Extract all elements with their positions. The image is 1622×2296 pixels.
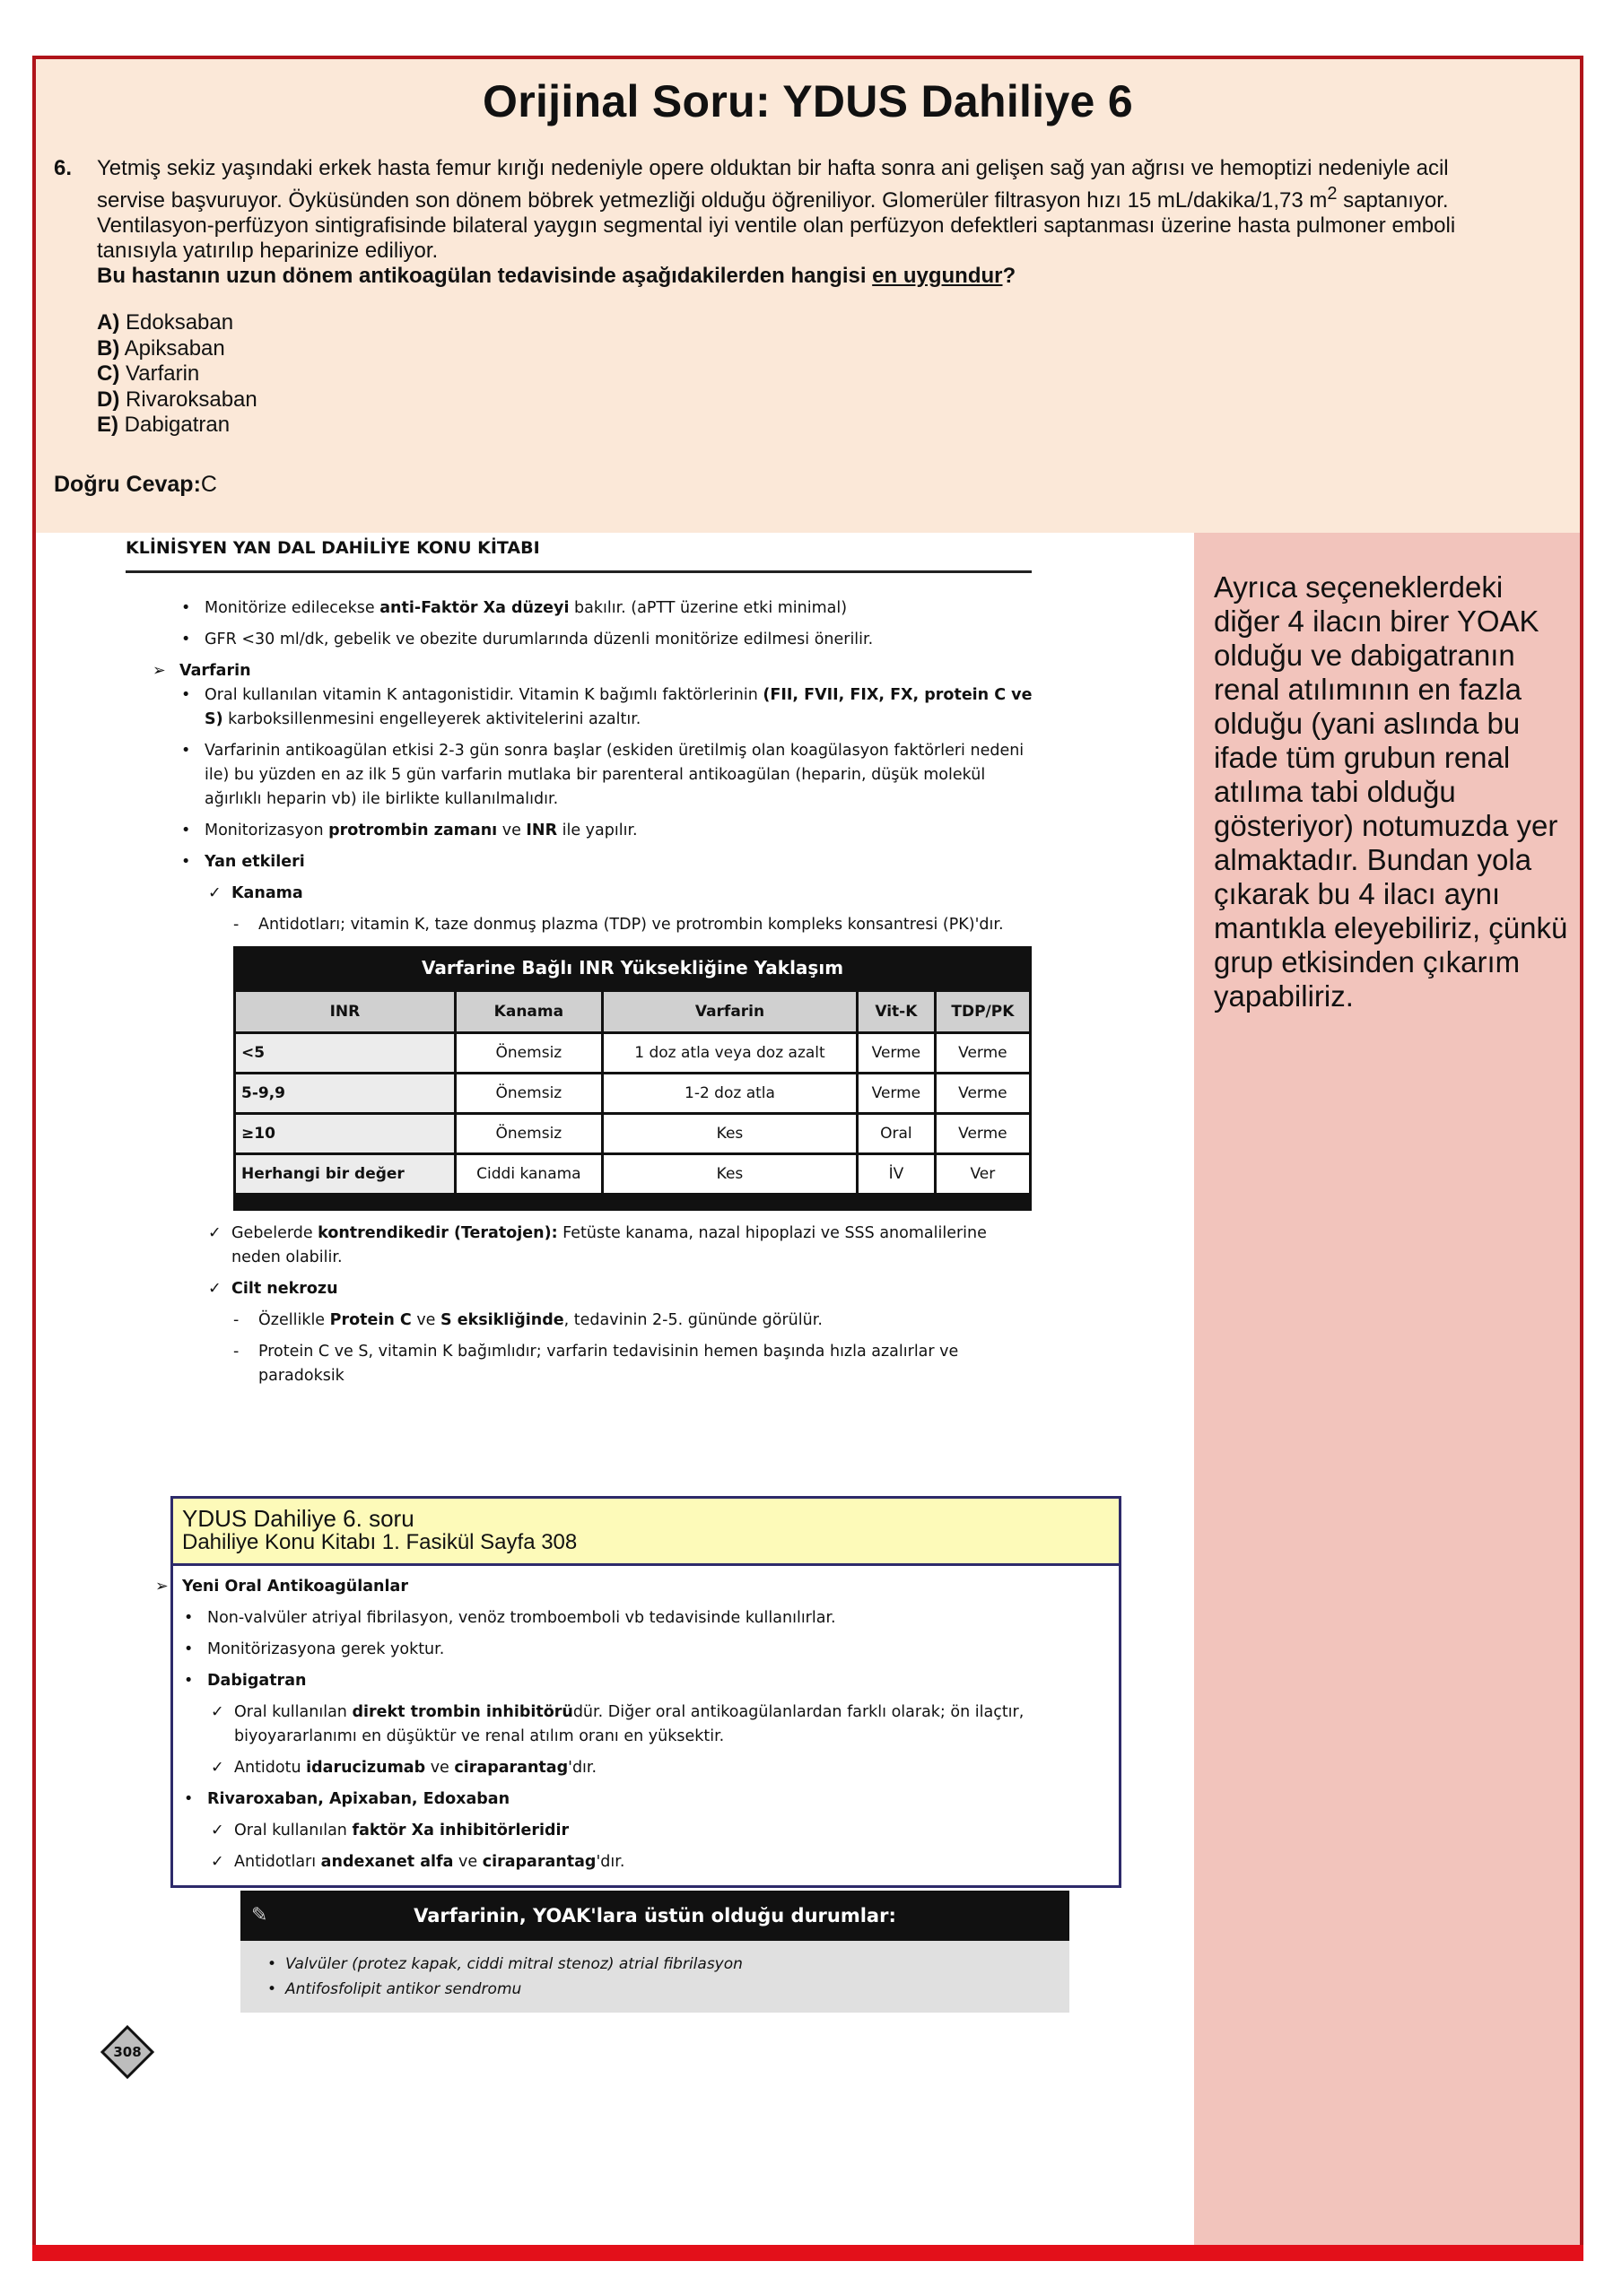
bold-text: Rivaroxaban, Apixaban, Edoxaban — [207, 1790, 510, 1808]
option-a[interactable] — [97, 310, 257, 336]
bold-text: anti-Faktör Xa düzeyi — [379, 599, 570, 617]
list-item — [128, 1669, 1074, 1693]
bold-text: Kanama — [231, 884, 303, 902]
option-d[interactable] — [97, 387, 257, 413]
section-heading-varfarin: ➢ Varfarin — [126, 659, 1041, 683]
option-b[interactable] — [97, 336, 257, 362]
bold-text: faktör Xa inhibitörleridir — [352, 1822, 570, 1839]
reference-title: YDUS Dahiliye 6. soru — [182, 1505, 414, 1532]
table-caption: Varfarine Bağlı INR Yüksekliğine Yaklaşım — [233, 946, 1032, 989]
text: ve — [411, 1311, 440, 1329]
warning-box — [240, 1891, 1069, 2013]
text: dür. Diğer oral antikoagülanlardan farklı olarak; ön ilaçtır, biyoyararlanımı en düşüktür ve renal atılım oranı en yüksektir. — [234, 1703, 1025, 1745]
option-letter: E) — [97, 413, 118, 437]
book-header: KLİNİSYEN YAN DAL DAHİLİYE KONU KİTABI — [126, 538, 1032, 573]
table-cell: Önemsiz — [455, 1033, 602, 1074]
text: 'dır. — [568, 1759, 597, 1777]
list-item — [126, 850, 1041, 874]
table-cell: Verme — [935, 1114, 1030, 1154]
bold-text: S eksikliğinde — [440, 1311, 564, 1329]
check-item — [126, 1277, 1041, 1301]
option-text: Dabigatran — [118, 413, 231, 437]
text: ve — [453, 1853, 483, 1871]
warning-title: Varfarinin, YOAK'lara üstün olduğu durumlar: — [414, 1905, 896, 1926]
bold-text: INR — [526, 822, 558, 839]
text: Özellikle — [258, 1311, 330, 1329]
table-header: Kanama — [455, 991, 602, 1033]
option-text: Apiksaban — [119, 335, 225, 361]
option-letter: A) — [97, 310, 120, 335]
text: ve — [497, 822, 527, 839]
table-cell: Ciddi kanama — [455, 1154, 602, 1195]
table-row — [235, 1154, 1031, 1195]
table-header: INR — [235, 991, 456, 1033]
question-text-part2: saptanıyor. Ventilasyon-perfüzyon sintigrafisinde bilateral yaygın segmental iyi ventile olan perfüzyon defektleri saptanması üzerine hasta pulmoner emboli tanısıyla yatırılıp heparinize ediliyor. — [97, 188, 1456, 263]
text: 'dır. — [596, 1853, 625, 1871]
correct-answer — [54, 472, 217, 498]
list-item: • GFR <30 ml/dk, gebelik ve obezite durumlarında düzenli monitörize edilmesi önerilir. — [126, 628, 1041, 652]
check-item — [126, 882, 1041, 906]
table-cell: <5 — [235, 1033, 456, 1074]
question-title: Orijinal Soru: YDUS Dahiliye 6 — [483, 76, 1133, 126]
question-panel — [36, 59, 1580, 533]
stem-text: Bu hastanın uzun dönem antikoagülan tedavisinde aşağıdakilerden hangisi — [97, 264, 873, 288]
table-header: TDP/PK — [935, 991, 1030, 1033]
page-number-badge — [100, 2025, 154, 2079]
table-cell: Herhangi bir değer — [235, 1154, 456, 1195]
explanation-panel — [1194, 533, 1580, 2254]
bottom-bar — [32, 2245, 1583, 2261]
text: ile yapılır. — [557, 822, 638, 839]
bold-text: (FII, FVII, FIX, FX, protein C ve S) — [205, 686, 1033, 728]
warning-body — [240, 1941, 1069, 2013]
bold-text: andexanet alfa — [320, 1853, 454, 1871]
options-list — [97, 310, 257, 439]
table-header: Vit-K — [858, 991, 936, 1033]
option-text: Varfarin — [119, 361, 200, 386]
table-cell: ≥10 — [235, 1114, 456, 1154]
book-excerpt — [126, 538, 1041, 1388]
option-letter: C) — [97, 361, 120, 386]
option-text: Edoksaban — [119, 310, 234, 335]
bold-text: kontrendikedir (Teratojen): — [318, 1224, 558, 1242]
text: Monitörize edilecekse — [205, 599, 380, 617]
text: Antidotu — [234, 1759, 307, 1777]
check-item — [128, 1756, 1074, 1780]
noac-section — [170, 1563, 1121, 1888]
table-cell: Oral — [858, 1114, 936, 1154]
check-item — [126, 1222, 1041, 1270]
table-cell: İV — [858, 1154, 936, 1195]
text: ve — [425, 1759, 455, 1777]
dash-item: - Antidotları; vitamin K, taze donmuş plazma (TDP) ve protrombin kompleks konsantresi (PK)'dır. — [126, 913, 1041, 937]
table-cell: Verme — [858, 1033, 936, 1074]
list-item: • Varfarinin antikoagülan etkisi 2-3 gün sonra başlar (eskiden üretilmiş olan koagülasyon faktörleri nedeni ile) bu yüzden en az ilk 5 gün varfarin mutlaka bir parenteral antikoagülan (heparin, düşük molekül ağırlıklı heparin vb) ile birlikte kullanılmalıdır. — [126, 739, 1041, 812]
bold-text: Cilt nekrozu — [231, 1280, 338, 1298]
stem-underlined: en uygundur — [872, 264, 1003, 288]
option-text: Rivaroksaban — [119, 387, 257, 412]
reference-box — [170, 1496, 1121, 1566]
list-item — [126, 819, 1041, 843]
option-letter: B) — [97, 335, 120, 361]
table-row — [235, 1114, 1031, 1154]
text: Oral kullanılan — [234, 1822, 353, 1839]
list-item: • Valvüler (protez kapak, ciddi mitral stenoz) atrial fibrilasyon — [267, 1952, 1051, 1977]
table-cell: Önemsiz — [455, 1074, 602, 1114]
page-number: 308 — [113, 2044, 142, 2060]
table-cell: Ver — [935, 1154, 1030, 1195]
list-item: • Monitörizasyona gerek yoktur. — [128, 1638, 1074, 1662]
table-row — [235, 1074, 1031, 1114]
superscript: 2 — [1327, 184, 1338, 204]
dash-item — [126, 1309, 1041, 1333]
stem-end: ? — [1002, 264, 1016, 288]
pen-note-icon: ✎ — [251, 1904, 268, 1926]
option-letter: D) — [97, 387, 120, 412]
table-header-row — [235, 991, 1031, 1033]
table-footer-bar — [235, 1195, 1031, 1210]
explanation-text: Ayrıca seçeneklerdeki diğer 4 ilacın birer YOAK olduğu ve dabigatranın renal atılımının en fazla olduğu (yani aslında bu ifade tüm grubun renal atılıma tabi olduğu gösteriyor) notumuzda yer almaktadır. Bundan yola çıkarak bu 4 ilacı aynı mantıkla eleyebiliriz, çünkü grup etkisinden çıkarım yapabiliriz. — [1214, 570, 1568, 1013]
list-item: • Non-valvüler atriyal fibrilasyon, venöz tromboemboli vb tedavisinde kullanılırlar. — [128, 1606, 1074, 1631]
table-cell: Kes — [602, 1114, 857, 1154]
table-header: Varfarin — [602, 991, 857, 1033]
check-item — [128, 1850, 1074, 1874]
text: Oral kullanılan — [234, 1703, 353, 1721]
text: Antidotları — [234, 1853, 321, 1871]
answer-value: C — [200, 472, 217, 497]
warning-header — [240, 1891, 1069, 1941]
list-item: • Antifosfolipit antikor sendromu — [267, 1977, 1051, 2002]
table-cell: Kes — [602, 1154, 857, 1195]
table-cell: Verme — [935, 1033, 1030, 1074]
question-stem — [97, 264, 1016, 288]
bold-text: direkt trombin inhibitörü — [352, 1703, 573, 1721]
question-text-part1: Yetmiş sekiz yaşındaki erkek hasta femur kırığı nedeniyle opere olduktan bir hafta sonra ani gelişen sağ yan ağrısı ve hemoptizi nedeniyle acil servise başvuruyor. Öyküsünden son dönem böbrek yetmezliği olduğu öğreniliyor. Glomerüler filtrasyon hızı 15 mL/dakika/1,73 m — [97, 156, 1449, 213]
bold-text: protrombin zamanı — [328, 822, 498, 839]
question-number: 6. — [54, 156, 73, 180]
text: Gebelerde — [231, 1224, 318, 1242]
check-item — [128, 1700, 1068, 1749]
answer-label: Doğru Cevap: — [54, 472, 201, 497]
text: , tedavinin 2-5. gününde görülür. — [563, 1311, 823, 1329]
list-item — [126, 596, 1041, 621]
table-row — [235, 1033, 1031, 1074]
option-e[interactable] — [97, 413, 257, 439]
table-cell: Verme — [858, 1074, 936, 1114]
dash-item: - Protein C ve S, vitamin K bağımlıdır; varfarin tedavisinin hemen başında hızla azalırlar ve paradoksik — [126, 1340, 1041, 1388]
table-cell: 5-9,9 — [235, 1074, 456, 1114]
text: Fetüste kanama, nazal hipoplazi ve SSS anomalilerine neden olabilir. — [231, 1224, 987, 1266]
table-cell: 1 doz atla veya doz azalt — [602, 1033, 857, 1074]
list-item — [128, 1787, 1074, 1812]
bold-text: Dabigatran — [207, 1672, 307, 1690]
text: Oral kullanılan vitamin K antagonistidir. Vitamin K bağımlı faktörlerinin — [205, 686, 763, 704]
table-cell: 1-2 doz atla — [602, 1074, 857, 1114]
list-item — [126, 683, 1041, 732]
inr-table — [233, 946, 1032, 1211]
text: bakılır. (aPTT üzerine etki minimal) — [569, 599, 848, 617]
section-heading-noac: ➢ Yeni Oral Antikoagülanlar — [128, 1575, 1074, 1599]
bold-text: ciraparantag — [454, 1759, 569, 1777]
bold-text: Protein C — [329, 1311, 412, 1329]
bold-text: Yan etkileri — [205, 853, 305, 871]
bold-text: ciraparantag — [482, 1853, 597, 1871]
check-item — [128, 1819, 1074, 1843]
text: karboksillenmesini engelleyerek aktivitelerini azaltır. — [222, 710, 641, 728]
table-cell: Önemsiz — [455, 1114, 602, 1154]
reference-source: Dahiliye Konu Kitabı 1. Fasikül Sayfa 308 — [182, 1530, 578, 1554]
text: Monitorizasyon — [205, 822, 329, 839]
question-text — [97, 156, 1487, 289]
option-c[interactable] — [97, 361, 257, 387]
bold-text: idarucizumab — [306, 1759, 426, 1777]
table-cell: Verme — [935, 1074, 1030, 1114]
